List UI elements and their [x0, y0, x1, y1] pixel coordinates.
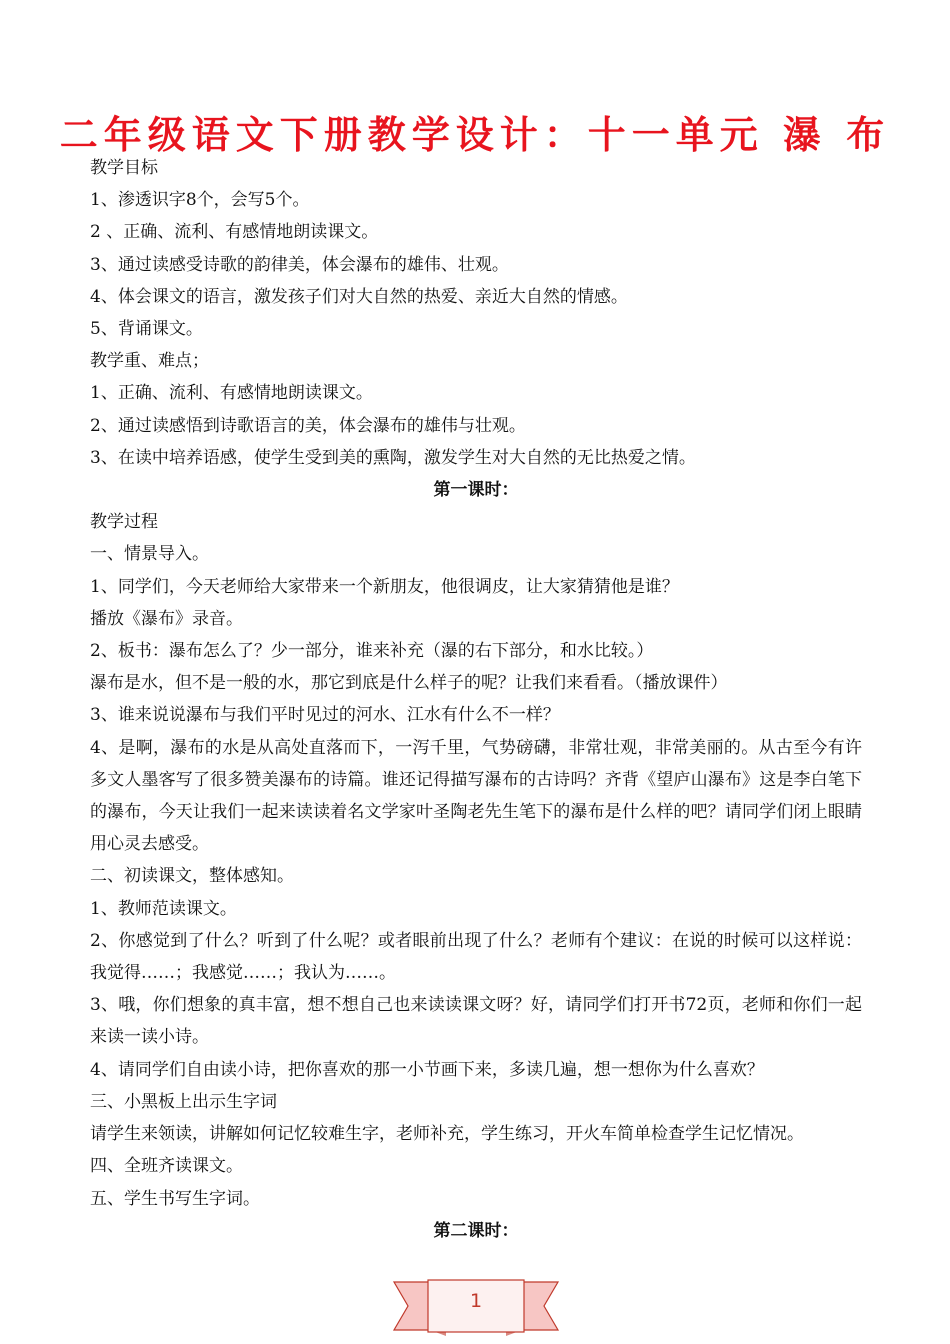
- paragraph: 四、全班齐读课文。: [90, 1156, 243, 1177]
- paragraph: 3、谁来说说瀑布与我们平时见过的河水、江水有什么不一样？: [90, 705, 560, 726]
- document-body: [90, 152, 862, 1247]
- paragraph: 1、渗透识字8个，会写5个。: [90, 190, 310, 211]
- page-footer-ribbon: [392, 1276, 560, 1338]
- section-heading: 第二课时：: [433, 1220, 519, 1241]
- paragraph: 2、通过读感悟到诗歌语言的美，体会瀑布的雄伟与壮观。: [90, 415, 526, 436]
- paragraph: 二、初读课文，整体感知。: [90, 866, 294, 887]
- section-heading: 第一课时：: [433, 480, 519, 501]
- paragraph: 3、哦，你们想象的真丰富，想不想自己也来读读课文呀？好，请同学们打开书72页，老师和你们一起来读一读小诗。: [90, 995, 862, 1048]
- paragraph: 1、正确、流利、有感情地朗读课文。: [90, 383, 373, 404]
- paragraph: 1、教师范读课文。: [90, 898, 237, 919]
- paragraph: 1、同学们，今天老师给大家带来一个新朋友，他很调皮，让大家猜猜他是谁？: [90, 576, 679, 597]
- paragraph: 4、请同学们自由读小诗，把你喜欢的那一小节画下来，多读几遍，想一想你为什么喜欢？: [90, 1059, 764, 1080]
- paragraph: 播放《瀑布》录音。: [90, 608, 243, 629]
- document-title: 二年级语文下册教学设计：十一单元 瀑 布: [59, 113, 891, 157]
- page-number: 1: [469, 1290, 483, 1312]
- paragraph: 3、通过读感受诗歌的韵律美，体会瀑布的雄伟、壮观。: [90, 254, 509, 275]
- paragraph: 3、在读中培养语感，使学生受到美的熏陶，激发学生对大自然的无比热爱之情。: [90, 447, 696, 468]
- paragraph: 教学目标: [90, 158, 158, 178]
- paragraph: 2、板书：瀑布怎么了？少一部分，谁来补充（瀑的右下部分，和水比较。）: [90, 641, 654, 662]
- paragraph: 2 、正确、流利、有感情地朗读课文。: [90, 222, 379, 243]
- paragraph: 教学重、难点；: [90, 351, 209, 372]
- paragraph: 瀑布是水，但不是一般的水，那它到底是什么样子的呢？让我们来看看。（播放课件）: [90, 673, 728, 694]
- paragraph: 5、背诵课文。: [90, 319, 203, 340]
- paragraph: 三、小黑板上出示生字词: [90, 1091, 277, 1112]
- paragraph: 五、学生书写生字词。: [90, 1188, 260, 1209]
- paragraph: 4、体会课文的语言，激发孩子们对大自然的热爱、亲近大自然的情感。: [90, 286, 628, 307]
- paragraph: 一、情景导入。: [90, 544, 209, 565]
- paragraph: 请学生来领读，讲解如何记忆较难生字，老师补充，学生练习，开火车简单检查学生记忆情况。: [90, 1124, 804, 1145]
- paragraph: 2、你感觉到了什么？听到了什么呢？或者眼前出现了什么？老师有个建议：在说的时候可以这样说：我觉得……；我感觉……；我认为……。: [90, 930, 862, 984]
- paragraph: 4、是啊，瀑布的水是从高处直落而下，一泻千里，气势磅礴，非常壮观，非常美丽的。从古至今有许多文人墨客写了很多赞美瀑布的诗篇。谁还记得描写瀑布的古诗吗？齐背《望庐山瀑布》这是李白笔下的瀑布，今天让我们一起来读读着名文学家叶圣陶老先生笔下的瀑布是什么样的吧？请同学们闭上眼睛用心灵去感受。: [90, 737, 862, 855]
- paragraph: 教学过程: [90, 512, 158, 533]
